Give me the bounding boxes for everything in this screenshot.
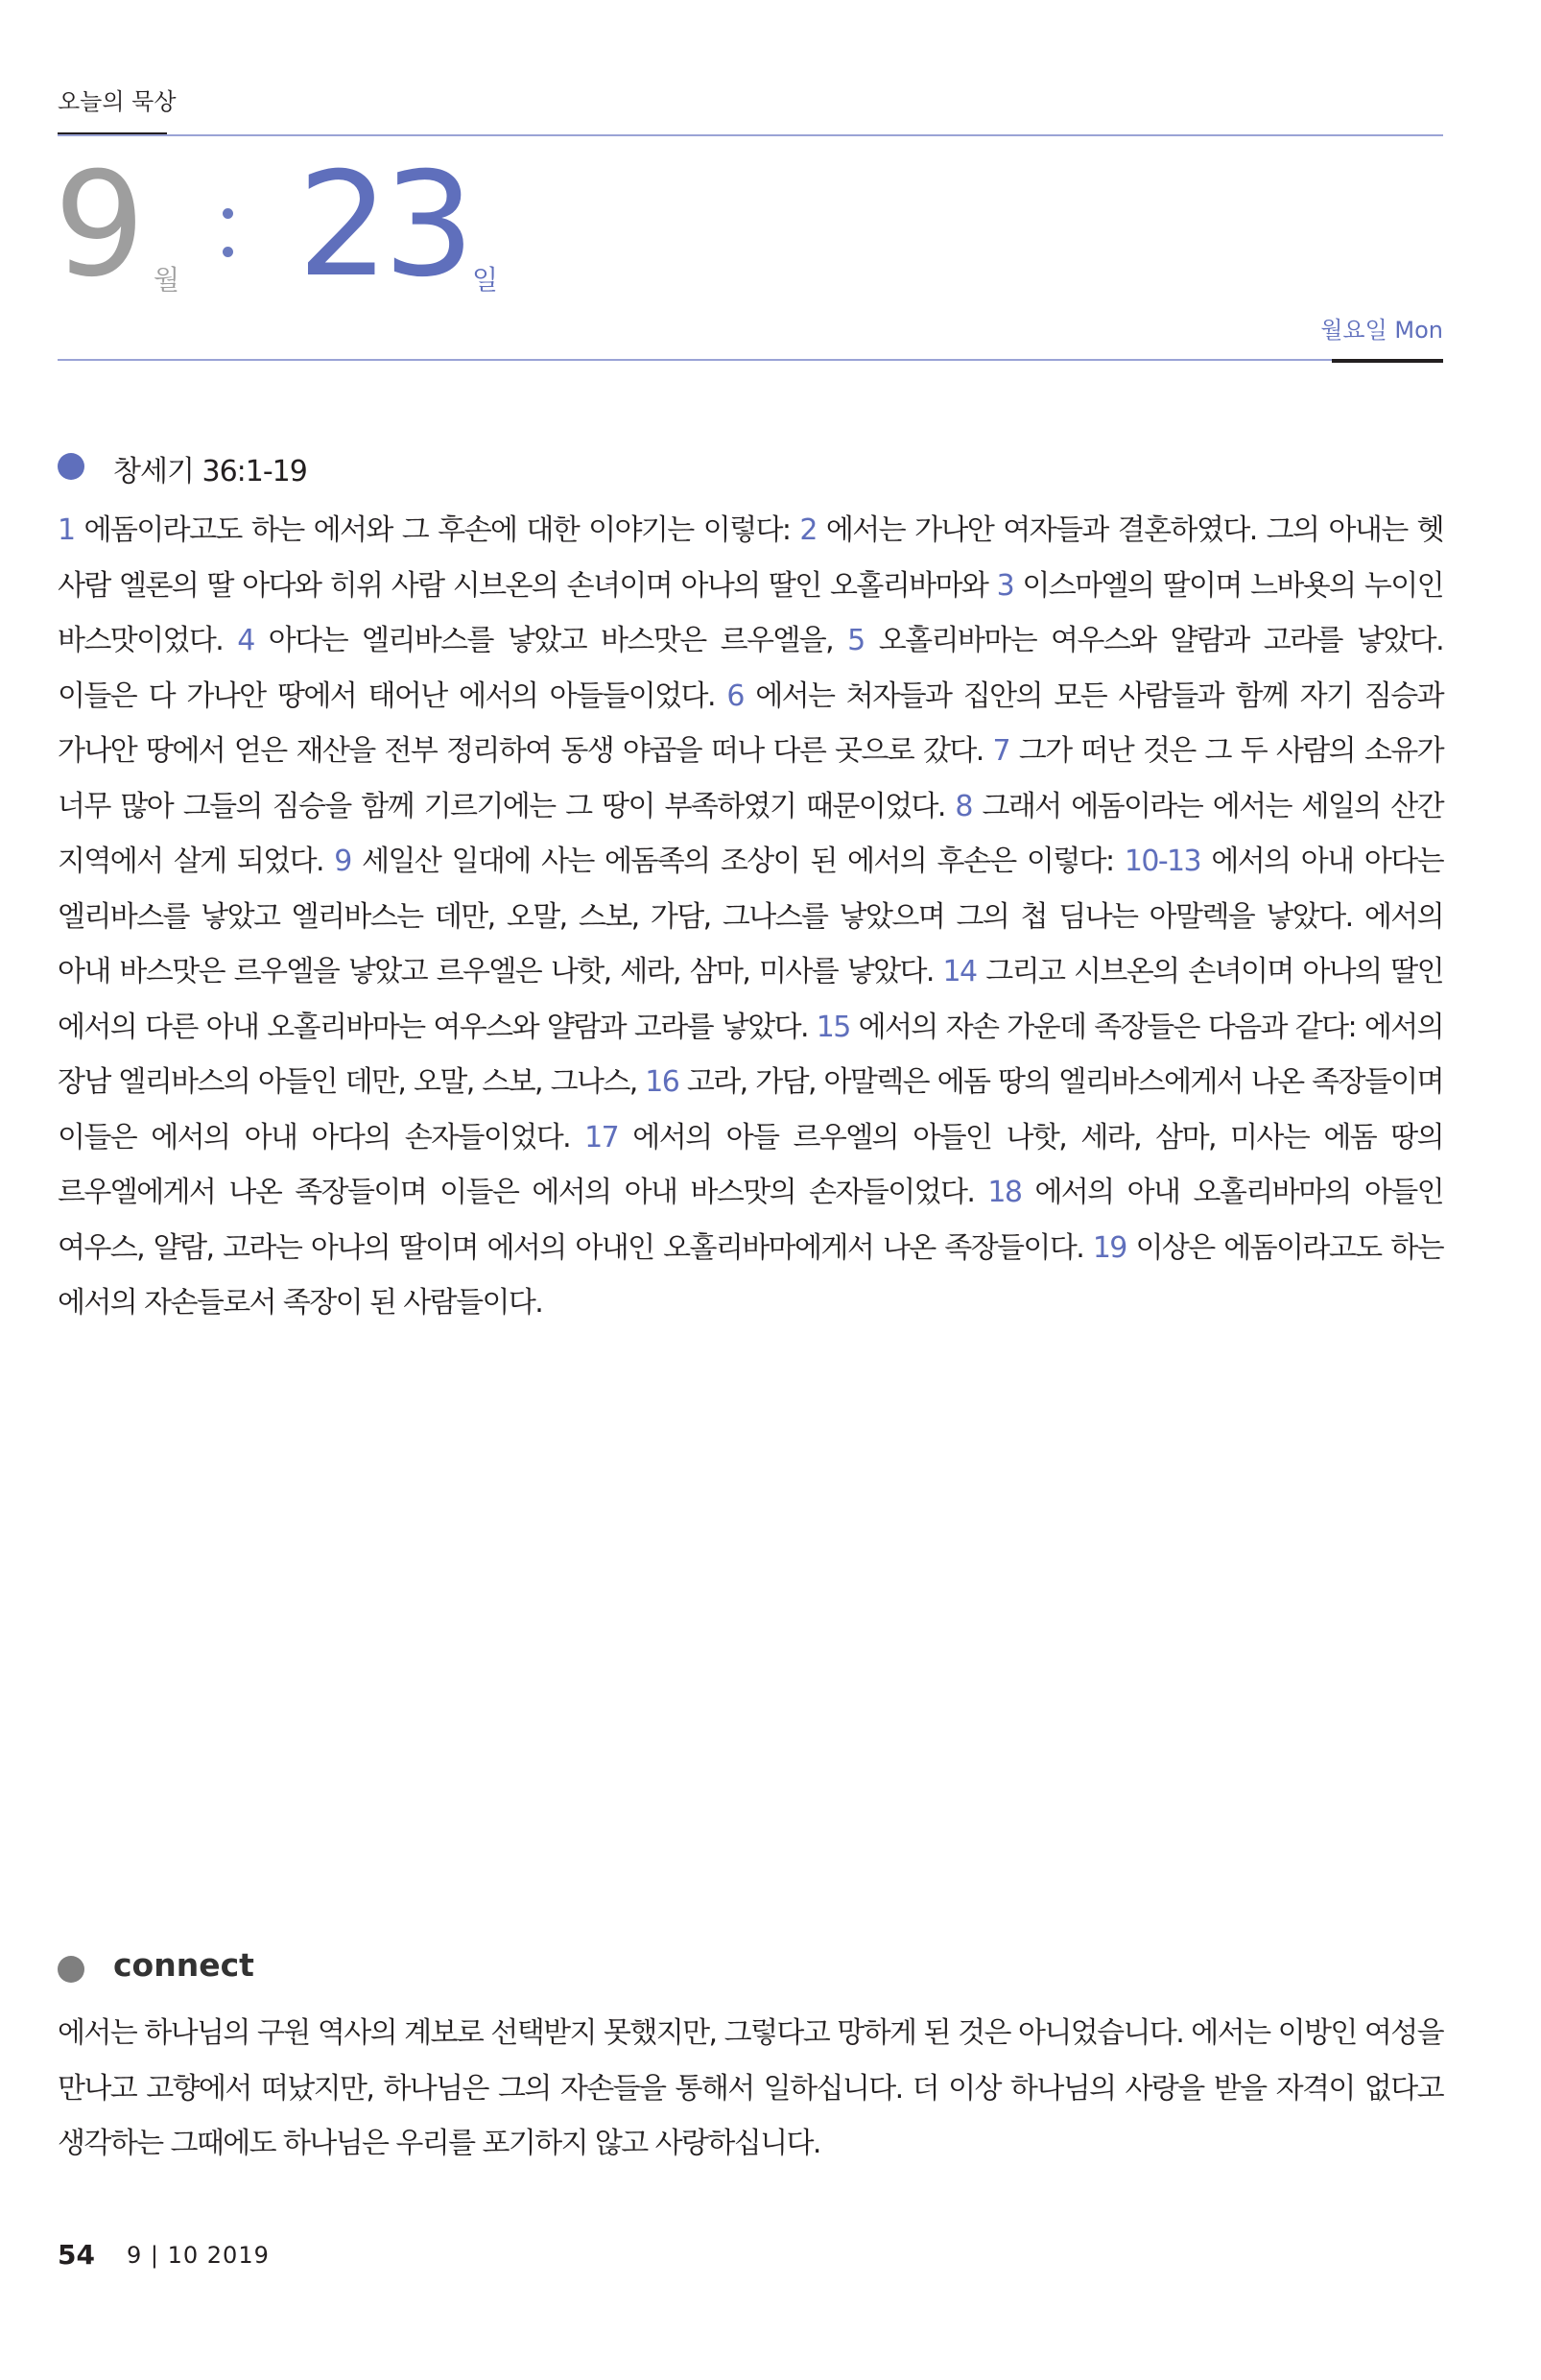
verse-number: 9 [334,845,351,878]
verse-number: 18 [987,1176,1022,1209]
verse-text: 에서의 아들 르우엘의 아들인 나핫, 세라, 삼마, 미사는 에돔 땅의 르우엘에게서 나온 족장들이며 이들은 에서의 아내 바스맛의 손자들이었다. [58,1120,1444,1209]
verse-text: 이상은 에돔이라고도 하는 에서의 자손들로서 족장이 된 사람들이다. [58,1230,1443,1320]
verse-text: 고라, 가담, 아말렉은 에돔 땅의 엘리바스에게서 나온 족장들이며 이들은 에서의 아내 아다의 손자들이었다. [58,1065,1443,1154]
scripture-text [58,503,1443,1331]
connect-text: 에서는 하나님의 구원 역사의 계보로 선택받지 못했지만, 그렇다고 망하게 된 것은 아니었습니다. 에서는 이방인 여성을 만나고 고향에서 떠났지만, 하나님은 그의 자손들을 통해서 일하십니다. 더 이상 하나님의 사랑을 받을 자격이 없다고 생각하는 그때에도 하나님은 우리를 포기하지 않고 사랑하십니다. [58,2016,1443,2160]
verse-text: 에서는 처자들과 집안의 모든 사람들과 함께 자기 짐승과 가나안 땅에서 얻은 재산을 전부 정리하여 동생 야곱을 떠나 다른 곳으로 갔다. [58,678,1443,768]
verse-text: 에돔이라고도 하는 에서와 그 후손에 대한 이야기는 이렇다: [74,513,800,547]
verse-text: 그리고 시브온의 손녀이며 아나의 딸인 에서의 다른 아내 오홀리바마는 여우스와 얄람과 고라를 낳았다. [58,955,1443,1044]
verse-number: 4 [237,624,254,657]
date-day-unit: 일 [472,264,499,296]
page-number: 54 [58,2239,95,2271]
verse-number: 17 [584,1120,619,1154]
verse-text: 그가 떠난 것은 그 두 사람의 소유가 너무 많아 그들의 짐승을 함께 기르기에는 그 땅이 부족하였기 때문이었다. [58,734,1443,823]
verse-number: 8 [955,789,972,823]
weekday-underline [1332,359,1443,363]
date-day: 23 [297,142,469,309]
connect-title: connect [113,1946,254,1984]
verse-text: 이스마엘의 딸이며 느바욧의 누이인 바스맛이었다. [58,568,1443,657]
date-month-unit: 월 [154,264,180,296]
verse-number: 5 [847,624,865,657]
verse-number: 7 [992,734,1009,768]
weekday-label: 월요일 Mon [1320,317,1443,344]
verse-number: 19 [1092,1230,1126,1265]
verse-number: 2 [799,513,817,547]
passage-reference: 창세기 36:1-19 [113,455,307,488]
verse-text: 오홀리바마는 여우스와 얄람과 고라를 낳았다. 이들은 다 가나안 땅에서 태어난 에서의 아들들이었다. [58,624,1444,713]
date-separator-colon [219,197,238,264]
verse-number: 16 [645,1065,679,1099]
connect-bullet-icon [58,1956,84,1983]
verse-number: 3 [996,568,1014,603]
verse-text: 에서의 아내 오홀리바마의 아들인 여우스, 얄람, 고라는 아나의 딸이며 에서의 아내인 오홀리바마에게서 나온 족장들이다. [58,1176,1443,1265]
passage-bullet-icon [58,453,84,480]
verse-text: 에서의 자손 가운데 족장들은 다음과 같다: 에서의 장남 엘리바스의 아들인 데만, 오말, 스보, 그나스, [58,1010,1443,1099]
date-month: 9 [54,142,140,309]
verse-number: 6 [726,678,744,713]
verse-text: 아다는 엘리바스를 낳았고 바스맛은 르우엘을, [253,624,848,657]
verse-text: 세일산 일대에 사는 에돔족의 조상이 된 에서의 후손은 이렇다: [350,845,1125,878]
header-top-rule [58,134,1443,136]
verse-text: 에서의 아내 아다는 엘리바스를 낳았고 엘리바스는 데만, 오말, 스보, 가담, 그나스를 낳았으며 그의 첩 딤나는 아말렉을 낳았다. 에서의 아내 바스맛은 르우엘을 낳았고 르우엘은 나핫, 세라, 삼마, 미사를 낳았다. [58,845,1443,988]
verse-text: 에서는 가나안 여자들과 결혼하였다. 그의 아내는 헷 사람 엘론의 딸 아다와 히위 사람 시브온의 손녀이며 아나의 딸인 오홀리바마와 [58,513,1444,603]
verse-number: 15 [816,1010,850,1044]
verse-number: 14 [942,955,977,988]
verse-number: 10-13 [1124,845,1201,878]
verse-number: 1 [58,513,75,547]
verse-text: 그래서 에돔이라는 에서는 세일의 산간 지역에서 살게 되었다. [58,789,1443,878]
header-bottom-rule [58,359,1443,361]
section-label: 오늘의 묵상 [58,88,177,115]
issue-date: 9 | 10 2019 [127,2242,270,2269]
